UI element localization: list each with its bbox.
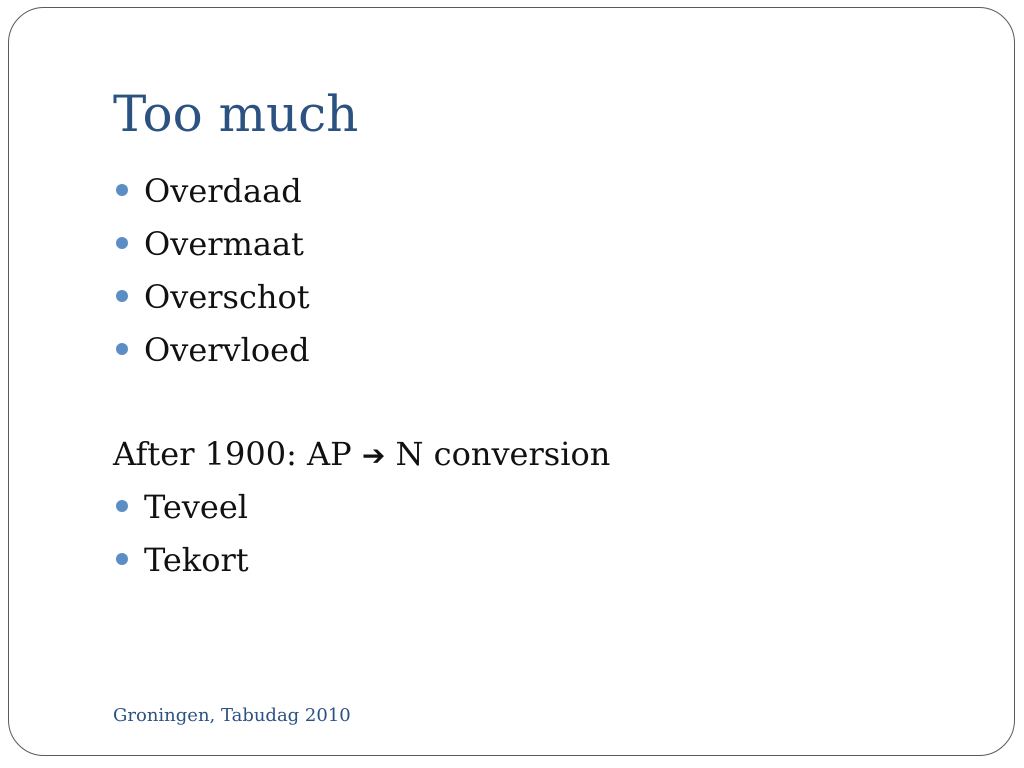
bullet-list-group-2 (113, 481, 610, 587)
slide-body (113, 165, 310, 377)
bullet-item (113, 481, 610, 534)
conversion-text-before: After 1900: AP (113, 435, 362, 473)
bullet-item (113, 271, 310, 324)
bullet-item (113, 218, 310, 271)
bullet-item (113, 534, 610, 587)
slide-title: Too much (113, 85, 359, 143)
bullet-label: Overdaad (144, 172, 302, 210)
bullet-dot-icon (116, 184, 128, 196)
bullet-dot-icon (116, 290, 128, 302)
bullet-label: Overvloed (144, 331, 310, 369)
bullet-label: Tekort (144, 541, 249, 579)
bullet-list-group-1 (113, 165, 310, 377)
bullet-label: Overmaat (144, 225, 304, 263)
bullet-label: Overschot (144, 278, 310, 316)
bullet-dot-icon (116, 237, 128, 249)
bullet-dot-icon (116, 553, 128, 565)
conversion-line (113, 428, 610, 481)
bullet-dot-icon (116, 343, 128, 355)
slide-body-lower (113, 428, 610, 587)
bullet-label: Teveel (144, 488, 248, 526)
right-arrow-icon: ➔ (361, 439, 386, 472)
bullet-item (113, 324, 310, 377)
bullet-dot-icon (116, 500, 128, 512)
conversion-text-after: N conversion (385, 435, 611, 473)
slide-footer: Groningen, Tabudag 2010 (113, 705, 351, 726)
bullet-item (113, 165, 310, 218)
